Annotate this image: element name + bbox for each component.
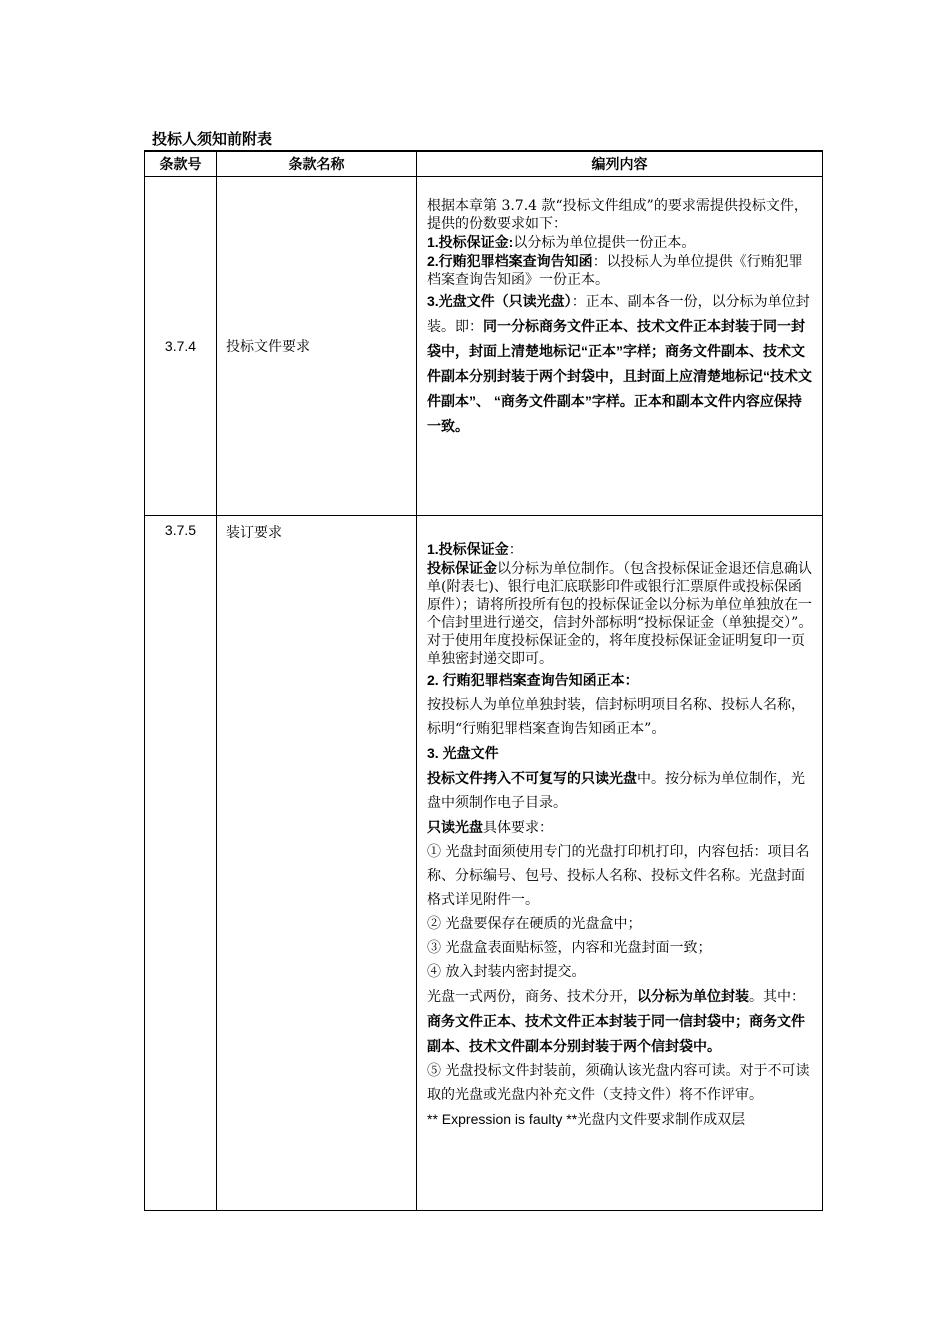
table-row (145, 177, 823, 516)
content-paragraph: ** Expression is faulty **光盘内文件要求制作成双层 (427, 1111, 746, 1128)
content-paragraph: 投标保证金以分标为单位制作。（包含投标保证金退还信息确认单(附表七)、银行电汇底联影印件或银行汇票原件或投标保函原件）；请将所投所有包的投标保证金以分标为单位单独放在一个信封里进行递交，信封外部标明“投标保证金（单独提交）”。对于使用年度投标保证金的，将年度投标保证金证明复印一页单独密封递交即可。 (427, 560, 813, 667)
section-title: 1.投标保证金： (427, 541, 523, 558)
content-paragraph: 光盘一式两份，商务、技术分开，以分标为单位封装。其中：商务文件正本、技术文件正本封装于同一信封袋中；商务文件副本、技术文件副本分别封装于两个信封袋中。 (427, 988, 805, 1054)
clause-content (417, 177, 823, 516)
header-row (145, 151, 823, 177)
content-paragraph: 根据本章第 3.7.4 款“投标文件组成”的要求需提供投标文件，提供的份数要求如下： (427, 198, 808, 232)
header-clause-name: 条款名称 (217, 151, 417, 177)
clause-no: 3.7.4 (145, 177, 217, 516)
content-paragraph: 只读光盘具体要求： (427, 819, 553, 836)
clause-no: 3.7.5 (145, 516, 217, 1211)
requirements-table (144, 150, 823, 1211)
header-content: 编列内容 (417, 151, 823, 177)
clause-name: 装订要求 (217, 516, 417, 1211)
list-item: ③ 光盘盒表面贴标签，内容和光盘封面一致； (427, 940, 712, 956)
table-title: 投标人须知前附表 (152, 131, 273, 148)
table-row (145, 516, 823, 1211)
content-paragraph: 1.投标保证金:以分标为单位提供一份正本。 (427, 234, 696, 251)
content-paragraph: 2.行贿犯罪档案查询告知函：以投标人为单位提供《行贿犯罪档案查询告知函》一份正本。 (427, 253, 803, 288)
list-item: ② 光盘要保存在硬质的光盘盒中； (427, 916, 642, 932)
list-item: ① 光盘封面须使用专门的光盘打印机打印，内容包括：项目名称、分标编号、包号、投标人名称、投标文件名称。光盘封面格式详见附件一。 (427, 844, 810, 908)
list-item: ⑤ 光盘投标文件封装前，须确认该光盘内容可读。对于不可读取的光盘或光盘内补充文件（支持文件）将不作评审。 (427, 1063, 810, 1103)
content-paragraph: 3.光盘文件（只读光盘）：正本、副本各一份，以分标为单位封装。即：同一分标商务文件正本、技术文件正本封装于同一封袋中，封面上清楚地标记“正本”字样；商务文件副本、技术文件副本分别封装于两个封袋中，且封面上应清楚地标记“技术文件副本”、 “商务文件副本”字样。正本和副本文件内容应保持一致。 (427, 293, 812, 434)
content-paragraph: 投标文件拷入不可复写的只读光盘中。按分标为单位制作，光盘中须制作电子目录。 (427, 770, 805, 811)
section-title: 3. 光盘文件 (427, 745, 499, 761)
section-title: 2. 行贿犯罪档案查询告知函正本： (427, 672, 639, 688)
error-text: ** Expression is faulty ** (427, 1111, 578, 1127)
content-paragraph: 按投标人为单位单独封装，信封标明项目名称、投标人名称，标明“行贿犯罪档案查询告知函正本”。 (427, 697, 805, 737)
clause-name: 投标文件要求 (217, 177, 417, 516)
clause-content (417, 516, 823, 1211)
list-item: ④ 放入封装内密封提交。 (427, 964, 586, 980)
header-clause-no: 条款号 (145, 151, 217, 177)
